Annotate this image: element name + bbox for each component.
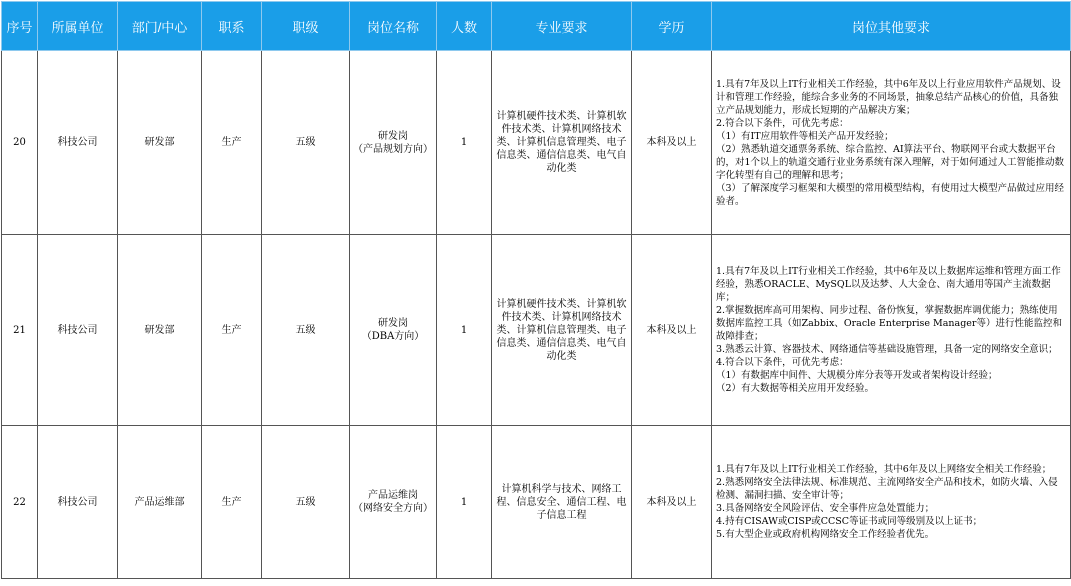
requirement-line: （2）熟悉轨道交通票务系统、综合监控、AI算法平台、物联网平台或大数据平台的，对1个以上的轨道交通行业业务系统有深入理解，对于如何通过人工智能推动数字化转型有自己的理解和思考； <box>716 143 1065 181</box>
table-row <box>2 426 1071 579</box>
cell-count: 1 <box>437 51 492 235</box>
cell-no: 22 <box>2 426 38 579</box>
table-row <box>2 235 1071 426</box>
cell-level: 五级 <box>262 51 350 235</box>
requirement-line: 4.符合以下条件，可优先考虑： <box>716 357 849 368</box>
cell-count: 1 <box>437 235 492 426</box>
cell-level: 五级 <box>262 426 350 579</box>
header-series: 职系 <box>202 2 262 51</box>
cell-other <box>712 51 1071 235</box>
cell-position: 产品运维岗 （网络安全方向） <box>350 426 437 579</box>
cell-series: 生产 <box>202 426 262 579</box>
requirement-line: （3）了解深度学习框架和大模型的常用模型结构，有使用过大模型产品做过应用经验者。 <box>716 182 1065 207</box>
header-position: 岗位名称 <box>350 2 437 51</box>
cell-major: 计算机科学与技术、网络工程、信息安全、通信工程、电子信息工程 <box>492 426 632 579</box>
requirement-line: 1.具有7年及以上IT行业相关工作经验，其中6年及以上网络安全相关工作经验； <box>716 464 1052 475</box>
cell-count: 1 <box>437 426 492 579</box>
header-dept: 部门/中心 <box>118 2 202 51</box>
header-count: 人数 <box>437 2 492 51</box>
cell-no: 20 <box>2 51 38 235</box>
cell-level: 五级 <box>262 235 350 426</box>
job-table <box>1 1 1071 579</box>
requirement-line: 1.具有7年及以上IT行业相关工作经验，其中6年及以上数据库运维和管理方面工作经验，熟悉ORACLE、MySQL以及达梦、人大金仓、南大通用等国产主流数据库； <box>716 266 1061 303</box>
cell-series: 生产 <box>202 235 262 426</box>
cell-other <box>712 235 1071 426</box>
cell-position: 研发岗 （产品规划方向） <box>350 51 437 235</box>
requirement-line: 1.具有7年及以上IT行业相关工作经验，其中6年及以上行业应用软件产品规划、设计和管理工作经验，能综合多业务的不同场景，抽象总结产品核心的价值，具备独立产品规划能力，形成长短期的产品解决方案； <box>716 78 1061 116</box>
header-no: 序号 <box>2 2 38 51</box>
requirement-line: （1）有数据库中间件、大规模分库分表等开发或者架构设计经验； <box>716 370 998 381</box>
cell-series: 生产 <box>202 51 262 235</box>
requirement-line: 5.有大型企业或政府机构网络安全工作经验者优先。 <box>716 529 935 540</box>
cell-education: 本科及以上 <box>632 426 712 579</box>
cell-dept: 研发部 <box>118 51 202 235</box>
cell-major: 计算机硬件技术类、计算机软件技术类、计算机网络技术类、计算机信息管理类、电子信息类、通信信息类、电气自动化类 <box>492 235 632 426</box>
requirement-line: 2.掌握数据库高可用架构、同步过程、备份恢复，掌握数据库调优能力；熟练使用数据库监控工具（如Zabbix、Oracle Enterprise Manager等）进行性能监控和故障排查； <box>716 305 1062 342</box>
cell-position: 研发岗 （DBA方向） <box>350 235 437 426</box>
requirement-line: 2.符合以下条件，可优先考虑： <box>716 117 849 129</box>
header-education: 学历 <box>632 2 712 51</box>
header-row <box>2 2 1071 51</box>
cell-education: 本科及以上 <box>632 235 712 426</box>
header-level: 职级 <box>262 2 350 51</box>
cell-education: 本科及以上 <box>632 51 712 235</box>
cell-other <box>712 426 1071 579</box>
requirement-line: 4.持有CISAW或CISP或CCSC等证书或同等级别及以上证书； <box>716 516 983 527</box>
cell-unit: 科技公司 <box>38 235 118 426</box>
requirement-line: 3.具备网络安全风险评估、安全事件应急处置能力； <box>716 503 935 514</box>
table-row <box>2 51 1071 235</box>
requirement-line: 2.熟悉网络安全法律法规、标准规范、主流网络安全产品和技术，如防火墙、入侵检测、漏洞扫描、安全审计等； <box>716 477 1058 501</box>
cell-unit: 科技公司 <box>38 51 118 235</box>
header-other: 岗位其他要求 <box>712 2 1071 51</box>
requirement-line: 3.熟悉云计算、容器技术、网络通信等基础设施管理，具备一定的网络安全意识； <box>716 344 1058 355</box>
header-unit: 所属单位 <box>38 2 118 51</box>
requirement-line: （2）有大数据等相关应用开发经验。 <box>716 383 875 394</box>
cell-major: 计算机硬件技术类、计算机软件技术类、计算机网络技术类、计算机信息管理类、电子信息类、通信信息类、电气自动化类 <box>492 51 632 235</box>
cell-dept: 产品运维部 <box>118 426 202 579</box>
requirement-line: （1）有IT应用软件等相关产品开发经验； <box>716 130 894 142</box>
cell-no: 21 <box>2 235 38 426</box>
header-major: 专业要求 <box>492 2 632 51</box>
cell-unit: 科技公司 <box>38 426 118 579</box>
cell-dept: 研发部 <box>118 235 202 426</box>
